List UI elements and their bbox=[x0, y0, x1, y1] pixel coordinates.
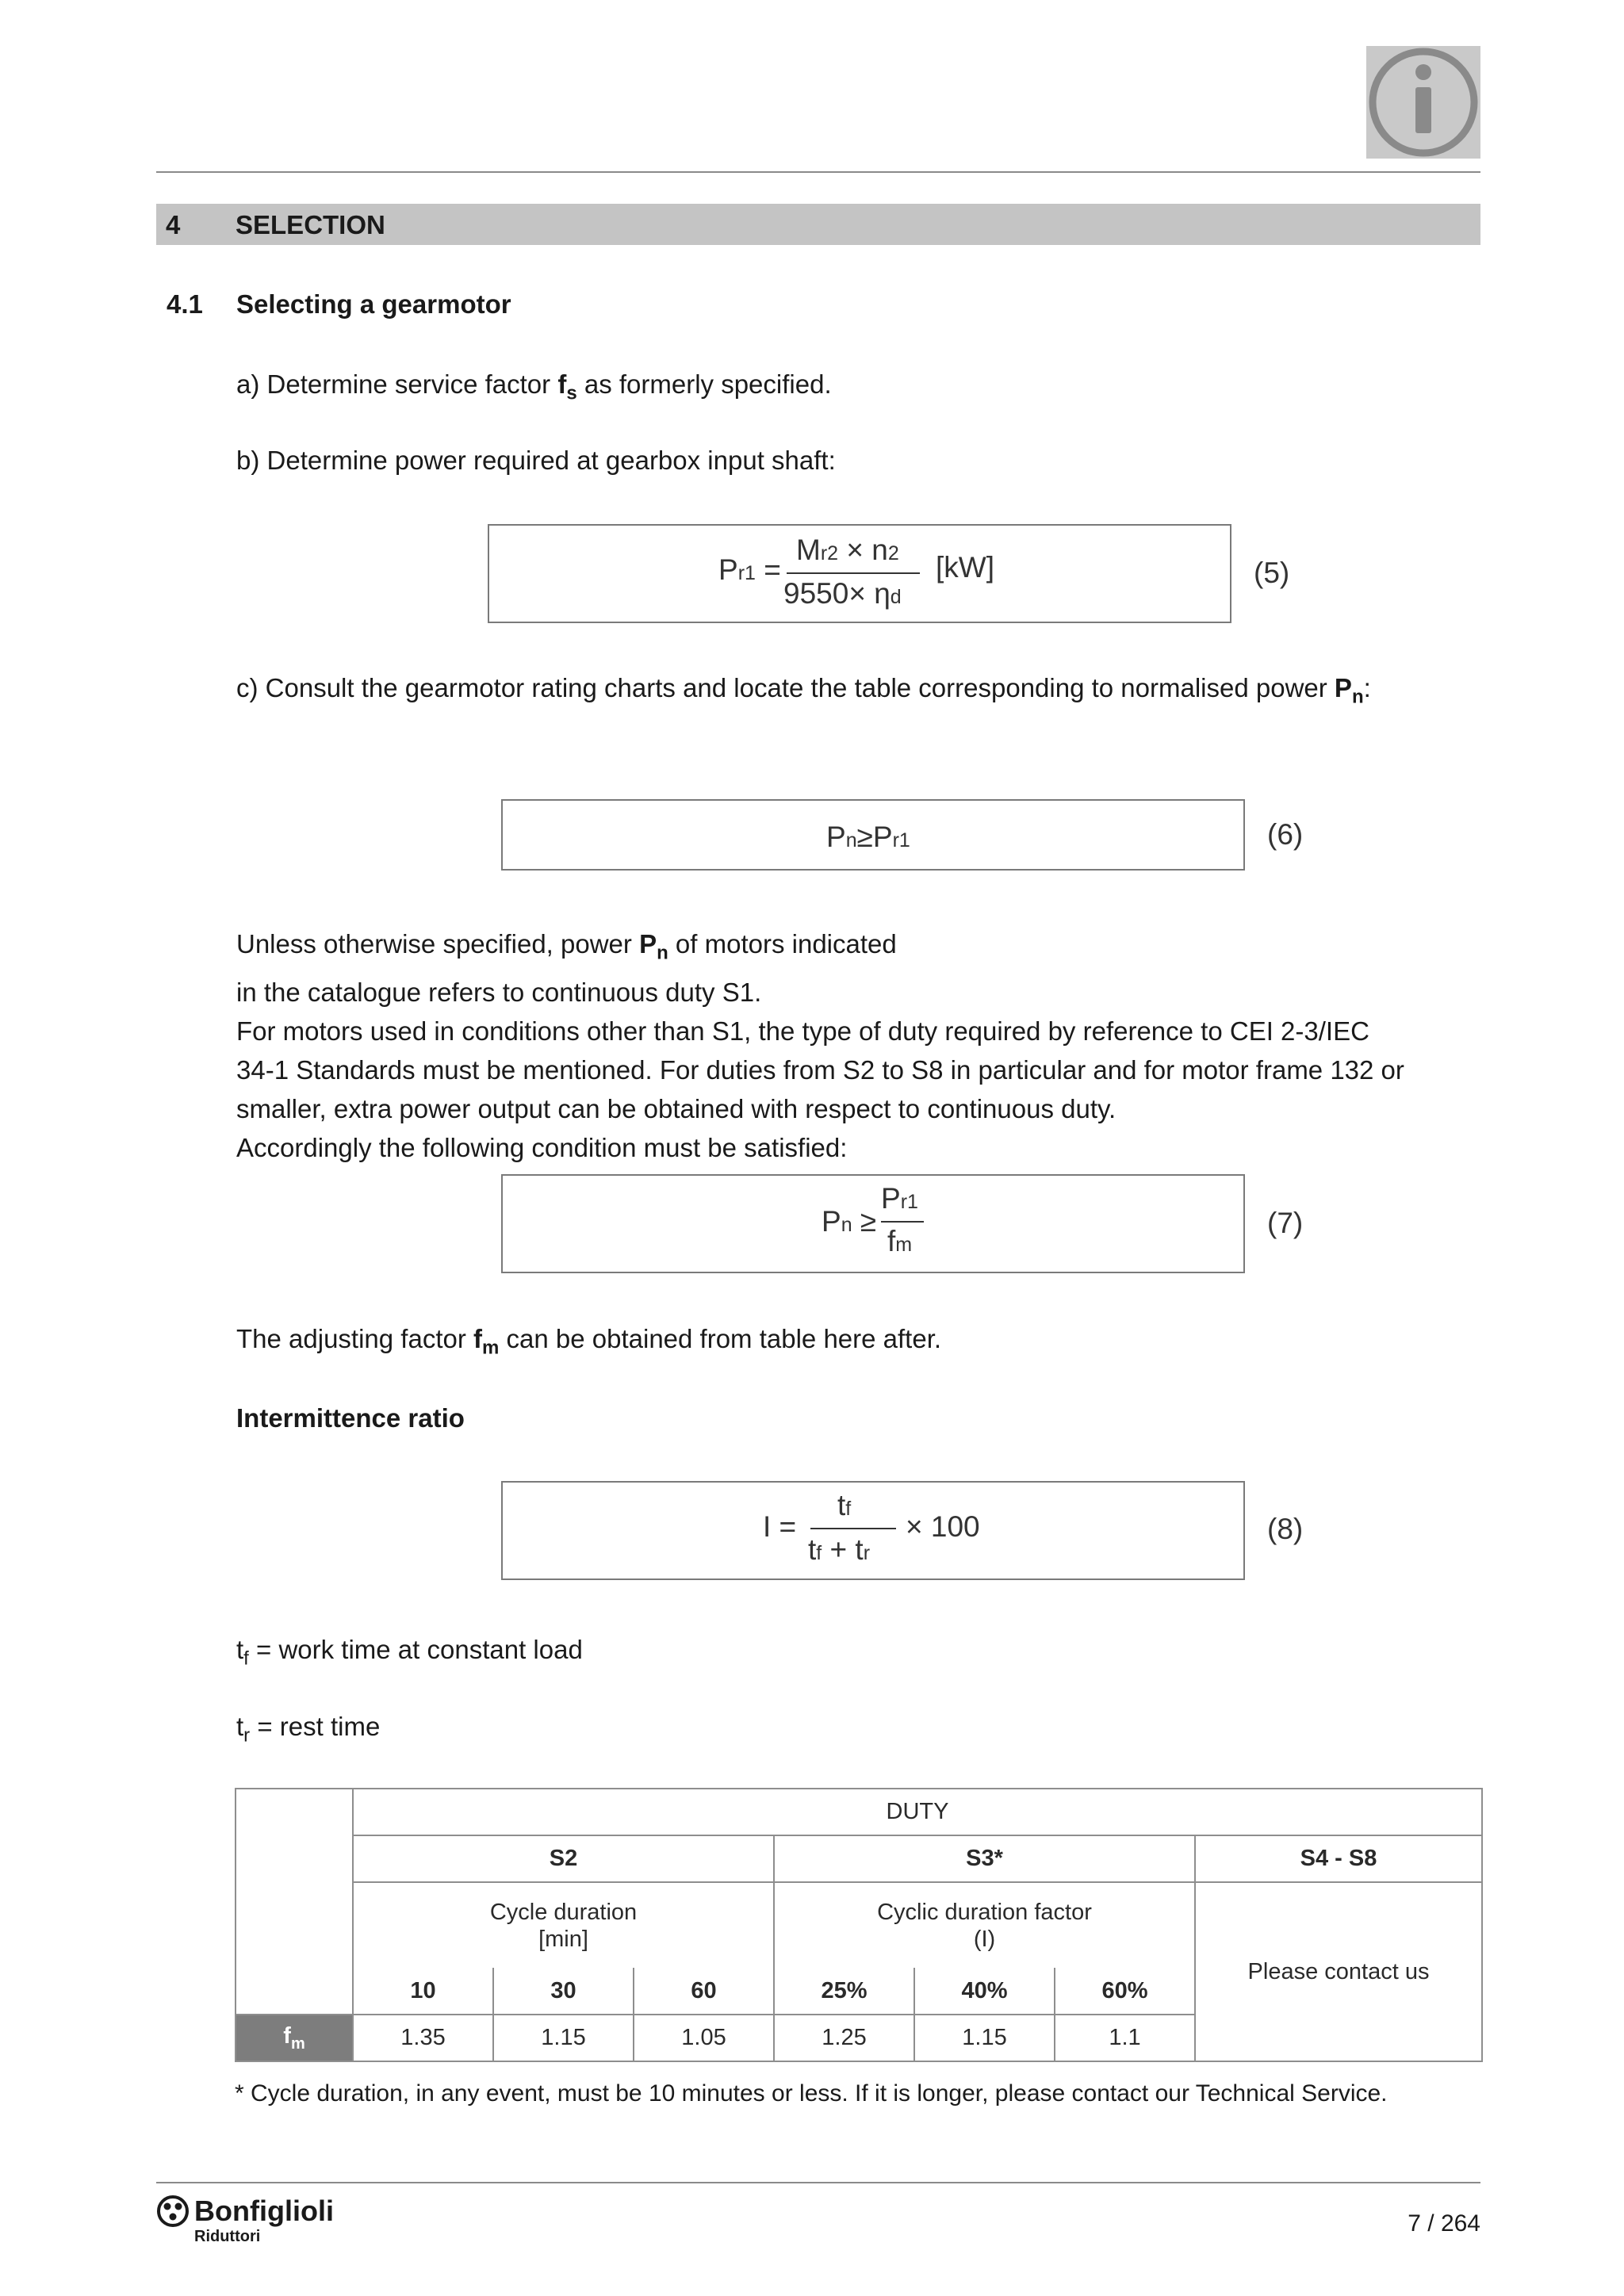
table-cell: 1.15 bbox=[493, 2015, 634, 2061]
step-c: c) Consult the gearmotor rating charts and locate the table corresponding to normalised power $P_n$: bbox=[236, 673, 1371, 708]
brand-subtitle: Riduttori bbox=[194, 2228, 261, 2245]
column-header: 40% bbox=[914, 1968, 1055, 2015]
formula-8-box bbox=[501, 1481, 1245, 1580]
duty-header: DUTY bbox=[353, 1789, 1482, 1835]
table-cell: 1.1 bbox=[1055, 2015, 1195, 2061]
column-header: 30 bbox=[493, 1968, 634, 2015]
equation-number-6: (6) bbox=[1267, 818, 1304, 851]
definition-tf: $t_f$ = work time at constant load bbox=[236, 1635, 583, 1670]
definition-tr: $t_r$ = rest time bbox=[236, 1712, 381, 1747]
formula-7-fraction-bar bbox=[881, 1221, 924, 1223]
info-icon bbox=[1366, 46, 1480, 159]
section-heading bbox=[156, 204, 1480, 245]
formula-5-fraction-bar bbox=[787, 572, 920, 574]
formula-7-numerator: Pr1 bbox=[881, 1182, 918, 1215]
section-number: 4 bbox=[166, 210, 181, 239]
table-corner-cell bbox=[236, 1789, 353, 2015]
subsection-title: Selecting a gearmotor bbox=[236, 289, 511, 319]
group-s3: S3* bbox=[774, 1835, 1195, 1882]
bonfiglioli-logo-icon bbox=[156, 2195, 190, 2228]
duty-paragraph: Unless otherwise specified, power $P_n$ of motors indicated in the catalogue refers to continuous duty S1. For motors used in conditions other than S1, the type of duty required by reference to CEI 2-3/IEC 34-1 Standards must be mentioned. For duties from S2 to S8 in particular and for motor frame 132 or smaller, extra power output can be obtained with respect to continuous duty. Accordingly the following condition must be satisfied: bbox=[236, 929, 1404, 1162]
group-s2: S2 bbox=[353, 1835, 774, 1882]
formula-5-lhs: Pr1 = bbox=[718, 553, 781, 586]
subsection-number: 4.1 bbox=[167, 289, 203, 319]
brand-logo bbox=[156, 2195, 334, 2245]
header-rule bbox=[156, 171, 1480, 173]
step-b: b) Determine power required at gearbox input shaft: bbox=[236, 446, 836, 475]
formula-6-box bbox=[501, 799, 1245, 871]
formula-5-unit: [kW] bbox=[936, 551, 994, 584]
column-header: 60% bbox=[1055, 1968, 1195, 2015]
duty-table bbox=[235, 1788, 1483, 2062]
group-s4-s8: S4 - S8 bbox=[1195, 1835, 1482, 1882]
equation-number-5: (5) bbox=[1254, 557, 1290, 589]
formula-8-lhs: I = bbox=[763, 1510, 797, 1543]
s3-caption: Cyclic duration factor (I) bbox=[774, 1882, 1195, 1968]
formula-7-box bbox=[501, 1174, 1245, 1273]
intermittence-heading: Intermittence ratio bbox=[236, 1403, 465, 1433]
formula-8-numerator: tf bbox=[837, 1489, 852, 1521]
brand-name: Bonfiglioli bbox=[194, 2195, 334, 2227]
equation-number-8: (8) bbox=[1267, 1513, 1304, 1545]
s2-caption: Cycle duration [min] bbox=[353, 1882, 774, 1968]
equation-number-7: (7) bbox=[1267, 1207, 1304, 1239]
column-header: 25% bbox=[774, 1968, 914, 2015]
section-title: SELECTION bbox=[236, 210, 385, 239]
formula-8-multiplier: × 100 bbox=[906, 1510, 980, 1543]
column-header: 60 bbox=[634, 1968, 774, 2015]
contact-cell: Please contact us bbox=[1195, 1882, 1482, 2061]
column-header: 10 bbox=[353, 1968, 493, 2015]
table-cell: 1.25 bbox=[774, 2015, 914, 2061]
formula-8-denominator: tf + tr bbox=[808, 1533, 871, 1566]
formula-8-fraction-bar bbox=[810, 1528, 896, 1529]
footnote: * Cycle duration, in any event, must be 10 minutes or less. If it is longer, please contact our Technical Service. bbox=[235, 2080, 1388, 2107]
formula-7-denominator: fm bbox=[887, 1225, 913, 1257]
step-a: a) Determine service factor $f_s$ as formerly specified. bbox=[236, 369, 832, 404]
formula-7-lhs: Pn ≥ bbox=[822, 1205, 877, 1238]
formula-5-box bbox=[488, 524, 1231, 623]
adjusting-factor-text: The adjusting factor $f_m$ can be obtained from table here after. bbox=[236, 1324, 942, 1359]
row-label-fm: $f_m$ bbox=[236, 2015, 353, 2061]
page-number: 7 / 264 bbox=[1408, 2210, 1480, 2237]
table-cell: 1.35 bbox=[353, 2015, 493, 2061]
formula-5-numerator: Mr2 × n2 bbox=[796, 534, 899, 566]
table-cell: 1.15 bbox=[914, 2015, 1055, 2061]
footer-rule bbox=[156, 2182, 1480, 2183]
formula-5-denominator: 9550× ηd bbox=[783, 577, 902, 610]
table-cell: 1.05 bbox=[634, 2015, 774, 2061]
formula-6-expression: Pn≥Pr1 bbox=[826, 821, 910, 853]
